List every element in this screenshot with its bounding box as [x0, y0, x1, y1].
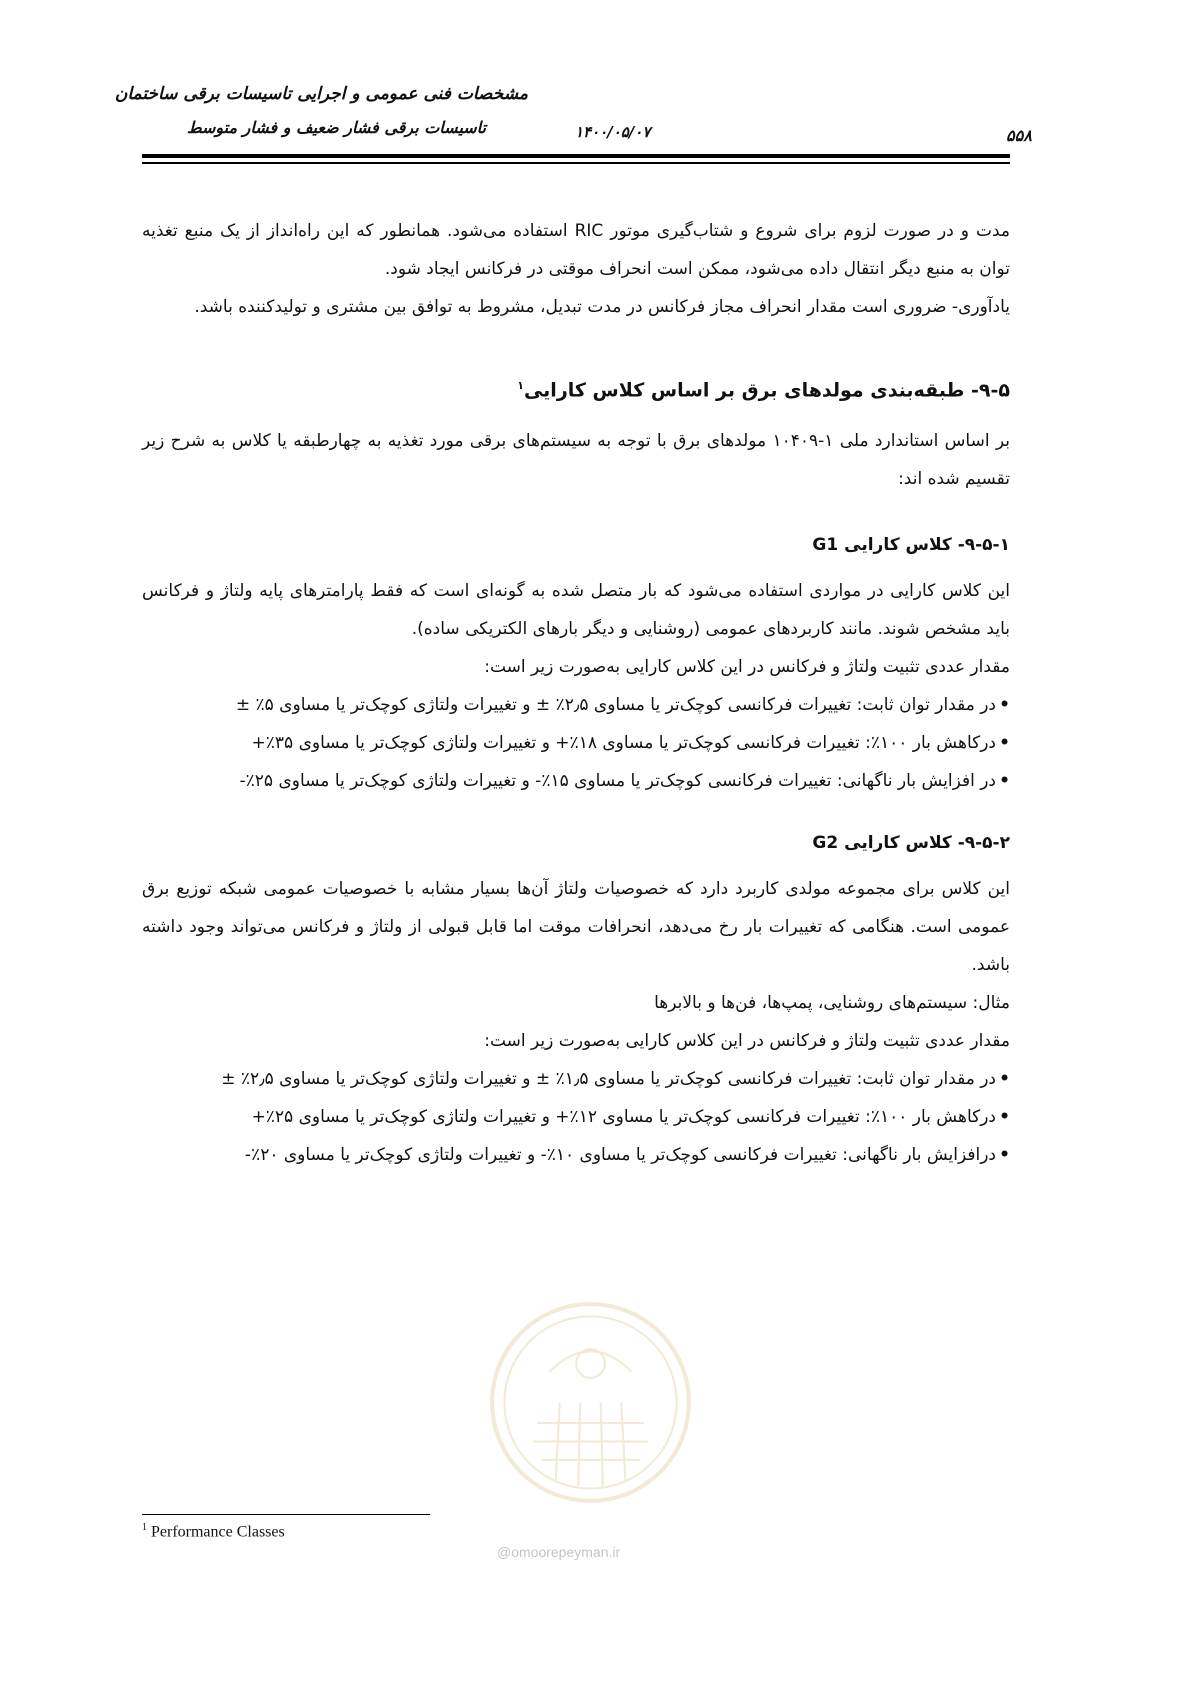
list-item: [142, 1060, 1010, 1098]
g1-bullet-list: [142, 686, 1010, 800]
g2-paragraph: این کلاس برای مجموعه مولدی کاربرد دارد که خصوصیات ولتاژ آن‌ها بسیار مشابه با خصوصیات عمومی شبکه توزیع برق عمومی است. هنگامی که تغییرات بار رخ می‌دهد، انحرافات موقت اما قابل قبولی از ولتاژ و فرکانس می‌تواند وجود داشته باشد.: [142, 879, 1010, 976]
list-item: [142, 762, 1010, 800]
footnote-number: 1: [142, 1522, 147, 1533]
header-rule-thin: [142, 162, 1010, 164]
list-item-text: درکاهش بار ۱۰۰٪: تغییرات فرکانسی کوچک‌تر یا مساوی ۱۸٪+ و تغییرات ولتاژی کوچک‌تر یا مساوی ۳۵٪+: [251, 733, 996, 754]
note-paragraph: یادآوری- ضروری است مقدار انحراف مجاز فرکانس در مدت تبدیل، مشروط به توافق بین مشتری و تولیدکننده باشد.: [194, 297, 1010, 317]
footnote-text: Performance Classes: [151, 1523, 285, 1541]
page-number: ۵۵۸: [1006, 126, 1032, 145]
g1-paragraph: این کلاس کارایی در مواردی استفاده می‌شود که بار متصل شده به گونه‌ای است که فقط پارامترهای پایه ولتاژ و فرکانس باید مشخص شوند. مانند کاربردهای عمومی (روشنایی و دیگر بارهای الکتریکی ساده).: [142, 581, 1010, 640]
watermark-seal-icon: [488, 1300, 693, 1505]
intro-paragraph: مدت و در صورت لزوم برای شروع و شتاب‌گیری موتور RIC استفاده می‌شود. همانطور که این راه‌انداز از یک منبع تغذیه توان به منبع دیگر انتقال داده می‌شود، ممکن است انحراف موقتی در فرکانس ایجاد شود.: [142, 221, 1010, 279]
list-item-text: در افزایش بار ناگهانی: تغییرات فرکانسی کوچک‌تر یا مساوی ۱۵٪- و تغییرات ولتاژی کوچک‌تر یا مساوی ۲۵٪-: [239, 771, 996, 792]
footnote-ref[interactable]: ۱: [517, 379, 524, 392]
bullet-icon: •: [999, 1145, 1010, 1166]
g2-bullet-list: [142, 1060, 1010, 1174]
list-item: [142, 1136, 1010, 1174]
list-item: [142, 724, 1010, 762]
document-body: [142, 212, 1010, 1174]
document-subtitle: تاسیسات برقی فشار ضعیف و فشار متوسط: [186, 118, 486, 137]
g1-intro: مقدار عددی تثبیت ولتاژ و فرکانس در این کلاس کارایی به‌صورت زیر است:: [484, 657, 1010, 678]
document-title: مشخصات فنی عمومی و اجرایی تاسیسات برقی ساختمان: [114, 84, 528, 104]
list-item-text: درکاهش بار ۱۰۰٪: تغییرات فرکانسی کوچک‌تر یا مساوی ۱۲٪+ و تغییرات ولتاژی کوچک‌تر یا مساوی ۲۵٪+: [251, 1107, 996, 1128]
list-item: [142, 1098, 1010, 1136]
header-date: ۱۴۰۰/۰۵/۰۷: [575, 123, 651, 141]
footnote: [142, 1522, 285, 1541]
bullet-icon: •: [999, 1107, 1010, 1128]
header-rule-thick: [142, 154, 1010, 158]
g1-heading: ۹-۵-۱- کلاس کارایی G1: [812, 535, 1010, 556]
section-heading: [142, 366, 1010, 410]
list-item: [142, 686, 1010, 724]
section-heading-text: ۹-۵- طبقه‌بندی مولدهای برق بر اساس کلاس کارایی: [523, 379, 1010, 402]
list-item-text: در مقدار توان ثابت: تغییرات فرکانسی کوچک‌تر یا مساوی ۲٫۵٪ ± و تغییرات ولتاژی کوچک‌تر یا مساوی ۵٪ ±: [235, 695, 996, 716]
g2-intro: مقدار عددی تثبیت ولتاژ و فرکانس در این کلاس کارایی به‌صورت زیر است:: [484, 1031, 1010, 1052]
list-item-text: در مقدار توان ثابت: تغییرات فرکانسی کوچک‌تر یا مساوی ۱٫۵٪ ± و تغییرات ولتاژی کوچک‌تر یا مساوی ۲٫۵٪ ±: [221, 1069, 996, 1090]
g2-heading: ۹-۵-۲- کلاس کارایی G2: [812, 833, 1010, 854]
bullet-icon: •: [999, 771, 1010, 792]
watermark-url: @omoorepeyman.ir: [497, 1544, 621, 1560]
list-item-text: درافزایش بار ناگهانی: تغییرات فرکانسی کوچک‌تر یا مساوی ۱۰٪- و تغییرات ولتاژی کوچک‌تر یا مساوی ۲۰٪-: [244, 1145, 996, 1166]
bullet-icon: •: [999, 1069, 1010, 1090]
footnote-rule: [142, 1514, 430, 1515]
bullet-icon: •: [999, 733, 1010, 754]
section-paragraph: بر اساس استاندارد ملی ۱-۱۰۴۰۹ مولدهای برق با توجه به سیستم‌های برقی مورد تغذیه به چهارطبقه یا کلاس به شرح زیر تقسیم شده اند:: [142, 431, 1010, 490]
bullet-icon: •: [999, 695, 1010, 716]
g2-example: مثال: سیستم‌های روشنایی، پمپ‌ها، فن‌ها و بالابرها: [654, 993, 1010, 1014]
